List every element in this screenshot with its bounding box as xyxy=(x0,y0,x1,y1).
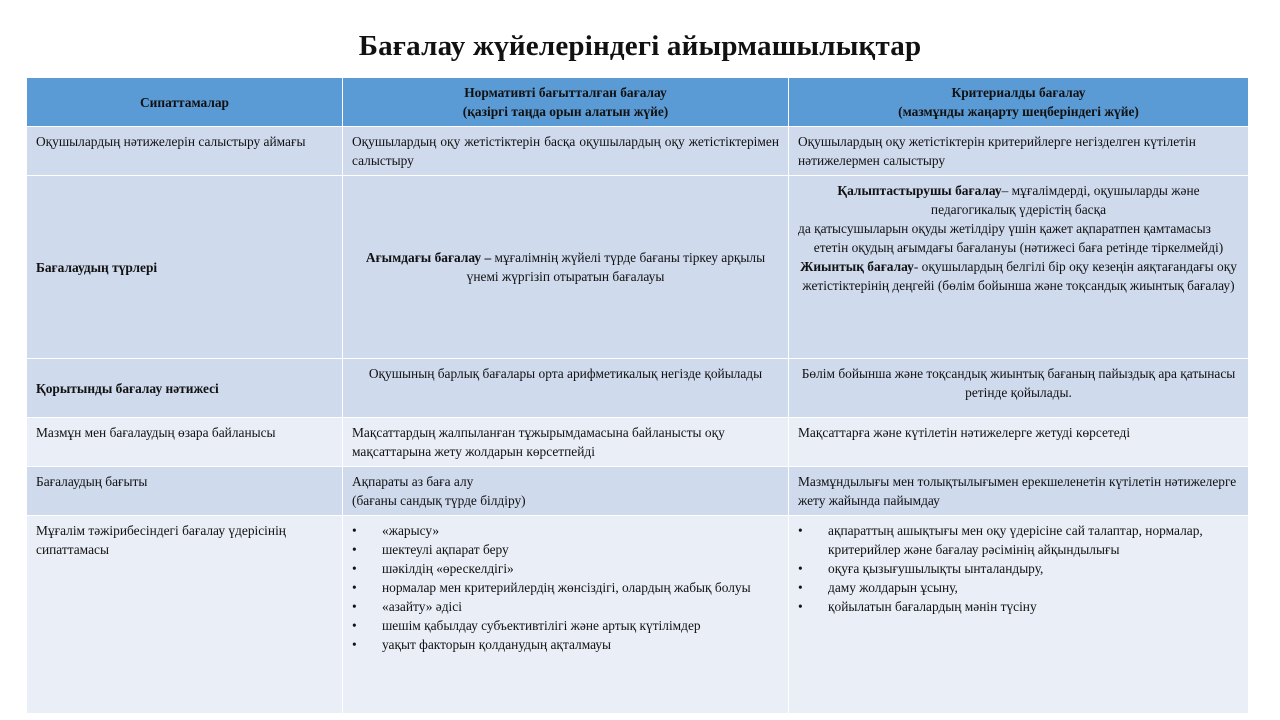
cell-final-normative: Оқушының барлық бағалары орта арифметикалық негізде қойылады xyxy=(343,359,789,418)
row-label-final: Қорытынды бағалау нәтижесі xyxy=(27,359,343,418)
list-item: • уақыт факторын қолданудың ақталмауы xyxy=(352,637,612,652)
list-item: • шәкілдің «өрескелдігі» xyxy=(352,561,514,576)
current-assessment-term: Ағымдағы бағалау – xyxy=(365,250,492,265)
summative-assessment-term: Жиынтық бағалау xyxy=(800,259,914,274)
row-label-practice: Мұғалім тәжірибесіндегі бағалау үдерісінің сипаттамасы xyxy=(27,516,343,714)
cell-comparison-normative: Оқушылардың оқу жетістіктерін басқа оқушылардың оқу жетістіктерімен салыстыру xyxy=(343,127,789,176)
bullet-icon: • xyxy=(798,599,803,614)
list-item: • даму жолдарын ұсыну, xyxy=(798,580,958,595)
bullet-icon: • xyxy=(352,618,357,633)
comparison-table xyxy=(26,77,1249,714)
list-item: • «азайту» әдісі xyxy=(352,599,462,614)
formative-assessment-term: Қалыптастырушы бағалау xyxy=(837,183,1002,198)
cell-practice-criterial xyxy=(789,516,1249,714)
current-assessment-definition: мұғалімнің жүйелі түрде бағаны тіркеу арқылы үнемі жүргізіп отыратын бағалауы xyxy=(466,250,766,284)
bullet-icon: • xyxy=(798,580,803,595)
table-row xyxy=(27,176,1249,359)
header-criterial-subtitle: (мазмұнды жаңарту шеңберіндегі жүйе) xyxy=(898,104,1139,119)
cell-relation-normative: Мақсаттардың жалпыланған тұжырымдамасына байланысты оқу мақсаттарына жету жолдарын көрсетпейді xyxy=(343,418,789,467)
cell-practice-normative xyxy=(343,516,789,714)
list-item: • оқуға қызығушылықты ынталандыру, xyxy=(798,561,1044,576)
normative-practice-list xyxy=(352,521,779,654)
header-criterial xyxy=(789,78,1249,127)
bullet-icon: • xyxy=(352,542,357,557)
bullet-icon: • xyxy=(352,561,357,576)
list-item: • қойылатын бағалардың мәнін түсіну xyxy=(798,599,1037,614)
cell-comparison-criterial: Оқушылардың оқу жетістіктерін критерийлерге негізделген күтілетін нәтижелермен салыстыру xyxy=(789,127,1249,176)
cell-types-criterial xyxy=(789,176,1249,359)
header-criterial-title: Критериалды бағалау xyxy=(951,85,1086,100)
row-label-direction: Бағалаудың бағыты xyxy=(27,467,343,516)
header-normative xyxy=(343,78,789,127)
page-title: Бағалау жүйелеріндегі айырмашылықтар xyxy=(358,30,922,62)
list-item: • нормалар мен критерийлердің жөнсіздігі, олардың жабық болуы xyxy=(352,580,751,595)
header-characteristics-label: Сипаттамалар xyxy=(140,94,229,110)
cell-relation-criterial: Мақсаттарға және күтілетін нәтижелерге жетуді көрсетеді xyxy=(789,418,1249,467)
cell-direction-normative xyxy=(343,467,789,516)
cell-direction-criterial: Мазмұндылығы мен толықтылығымен ерекшеленетін күтілетін нәтижелерге жету жайында пайымдау xyxy=(789,467,1249,516)
header-normative-title: Нормативті бағытталған бағалау xyxy=(464,85,667,100)
table-row xyxy=(27,127,1249,176)
criterial-practice-list xyxy=(798,521,1239,616)
table-row xyxy=(27,467,1249,516)
formative-assessment-block xyxy=(798,181,1239,219)
formative-assessment-line2: да қатысушыларын оқуды жетілдіру үшін қажет ақпаратпен қамтамасыз xyxy=(798,221,1211,236)
list-item: • ақпараттың ашықтығы мен оқу үдерісіне сай талаптар, нормалар, критерийлер және бағалау рәсімінің айқындылығы xyxy=(798,523,1203,557)
table-row xyxy=(27,516,1249,714)
row-label-comparison: Оқушылардың нәтижелерін салыстыру аймағы xyxy=(27,127,343,176)
table-row xyxy=(27,418,1249,467)
formative-assessment-line1: – мұғалімдерді, оқушыларды және педагогикалық үдерістің басқа xyxy=(930,183,1200,217)
cell-final-criterial: Бөлім бойынша және тоқсандық жиынтық бағаның пайыздық ара қатынасы ретінде қойылады. xyxy=(789,359,1249,418)
summative-assessment-definition: - оқушылардың белгілі бір оқу кезеңін аяқтағандағы оқу жетістіктерінің деңгейі (бөлім бойынша және тоқсандық жиынтық бағалау) xyxy=(802,259,1237,293)
header-normative-subtitle: (қазіргі таңда орын алатын жүйе) xyxy=(462,104,669,119)
table-header-row xyxy=(27,78,1249,127)
list-item: • шектеулі ақпарат беру xyxy=(352,542,509,557)
direction-normative-line2: (бағаны сандық түрде білдіру) xyxy=(352,493,526,508)
table-row xyxy=(27,359,1249,418)
cell-types-normative xyxy=(343,176,789,359)
bullet-icon: • xyxy=(352,637,357,652)
formative-assessment-line3: ететін оқудың ағымдағы бағалануы (нәтижесі баға ретінде тіркелмейді) xyxy=(813,240,1224,255)
bullet-icon: • xyxy=(352,599,357,614)
row-label-relation: Мазмұн мен бағалаудың өзара байланысы xyxy=(27,418,343,467)
bullet-icon: • xyxy=(798,523,803,538)
direction-normative-line1: Ақпараты аз баға алу xyxy=(352,474,474,489)
header-characteristics xyxy=(27,78,343,127)
bullet-icon: • xyxy=(352,580,357,595)
bullet-icon: • xyxy=(798,561,803,576)
list-item: • «жарысу» xyxy=(352,523,440,538)
row-label-types: Бағалаудың түрлері xyxy=(27,176,343,359)
summative-assessment-block xyxy=(798,257,1239,295)
list-item: • шешім қабылдау субъективтілігі және артық күтілімдер xyxy=(352,618,701,633)
bullet-icon: • xyxy=(352,523,357,538)
